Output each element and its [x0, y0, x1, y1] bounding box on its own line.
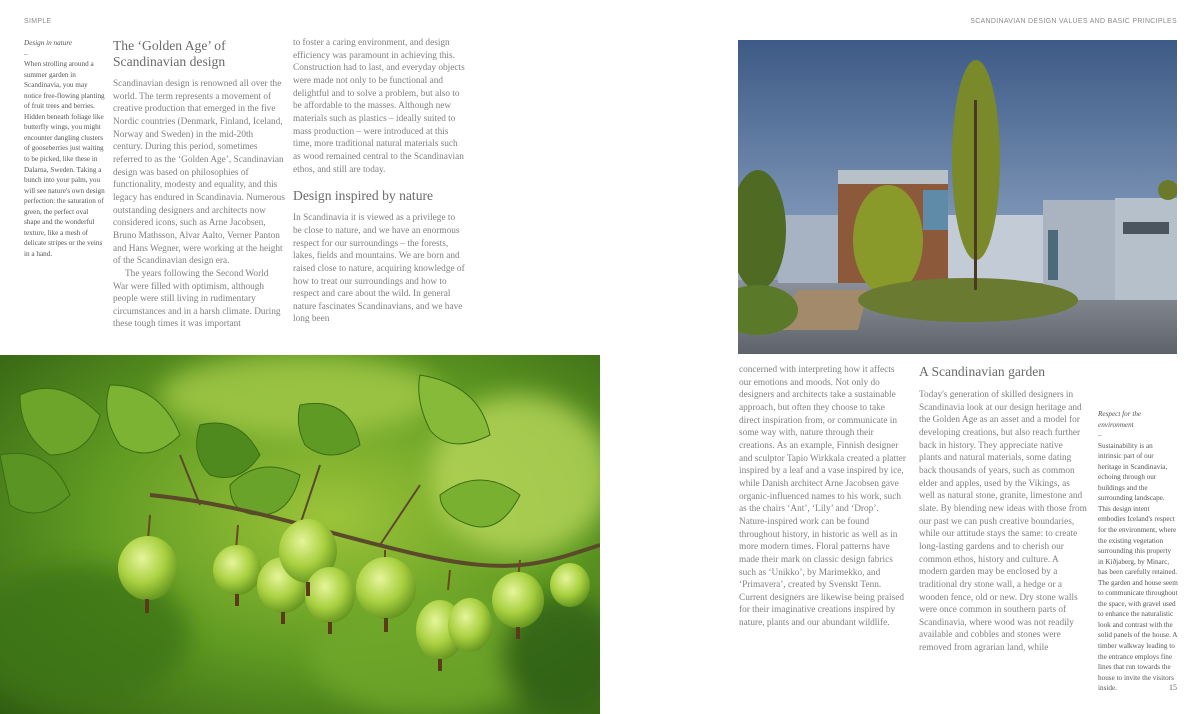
caption-text: When strolling around a summer garden in Scandinavia, you may notice free-flowing planting of fruit trees and berries. Hidden beneath foliage like butterfly wings, you might encounter dangling clusters of gooseberries just waiting to be picked, like these in Dalarna, Sweden. Taking a bunch into your palm, you will see nature's own design perfection: the saturation of green, the perfect oval shape and the wonderful texture, like a mesh of delicate stripes or the veins in a hand. — [24, 60, 105, 258]
column-1 — [113, 38, 285, 331]
body-text — [113, 78, 285, 331]
caption-respect-for-environment — [1098, 409, 1178, 694]
caption-title: Design in nature — [24, 39, 73, 47]
heading-design-inspired-by-nature: Design inspired by nature — [293, 188, 434, 204]
paragraph: The years following the Second World War were filled with optimism, although people were still living in rudimentary circumstances and in a harsh climate. During these tough times it was important — [113, 268, 281, 330]
gooseberry-image — [0, 355, 600, 714]
body-text — [293, 212, 465, 326]
house-garden-image — [738, 40, 1177, 354]
column-4 — [919, 364, 1087, 655]
paragraph: concerned with interpreting how it affects our emotions and moods. Not only do designers and architects take a sustainable approach, but often they choose to take direct inspiration from, or communicate in some way with, nature through their creations. As an example, Finnish designer and sculptor Tapio Wirkkala created a platter inspired by a leaf and a vase inspired by ice, while Danish architect Arne Jacobsen gave organic-influenced names to his work, such as the chairs ‘Ant’, ‘Lily’ and ‘Drop’. Nature-inspired work can be found throughout history, in historic as well as in more modern times. Floral patterns have made their mark on classic design fabrics such as ‘Unikko’, by Marimekko, and ‘Primavera’, created by Svenskt Tenn. Current designers are likewise being praised for their imaginative creations inspired by nature, plants and our abundant wildlife. — [739, 365, 906, 629]
caption-dash: – — [1098, 431, 1102, 440]
body-text — [739, 364, 907, 630]
caption-design-in-nature — [24, 38, 106, 259]
paragraph: Today's generation of skilled designers in Scandinavia look at our design heritage and the Golden Age as an asset and a model for developing creations, but also reach further back in history. They appreciate native plants and natural materials, some dating back thousands of years, such as common elder and apples, used by the Vikings, as well as natural stone, granite, limestone and slate. By blending new ideas with those from our past we can push creative boundaries, while our attitude stays the same: to create long-lasting gardens and to cherish our common ethos, history and culture. A modern garden may be enclosed by a traditional dry stone wall, a hedge or a wooden fence, old or new. Dry stone walls were once common in southern parts of Scandinavia, where wood was not readily available and cobbles and stones were removed from agrarian land, while — [919, 390, 1087, 654]
column-2 — [293, 37, 465, 326]
heading-golden-age: The ‘Golden Age’ of Scandinavian design — [113, 38, 226, 69]
running-head-left: SIMPLE — [24, 18, 52, 25]
caption-dash: – — [24, 49, 28, 58]
caption-text: Sustainability is an intrinsic part of our heritage in Scandinavia, echoing through our buildings and the surrounding landscape. This design intent embodies Iceland's respect for the environment, where the existing vegetation surrounding this property in Kiðjaberg, by Minarc, has been carefully retained. The garden and house seem to communicate throughout the space, with gravel used to enhance the naturalistic look and contrast with the solid panels of the house. A timber walkway leading to the entrance employs fine lines that run towards the house to invite the visitors inside. — [1098, 441, 1178, 693]
paragraph: Scandinavian design is renowned all over the world. The term represents a movement of creative production that emerged in the five Nordic countries (Denmark, Finland, Iceland, Norway and Sweden) in the mid-20th century. During this period, sometimes referred to as the ‘Golden Age’, Scandinavian design was based on philosophies of functionality, modesty and equality, and this legacy has endured in Scandinavia. Numerous outstanding designers and architects now considered icons, such as Arne Jacobsen, Bruno Mathsson, Alvar Aalto, Verner Panton and Hans Wegner, were working at the height of the Scandinavian design era. — [113, 79, 285, 267]
page-number: 15 — [1169, 683, 1177, 692]
column-3 — [739, 364, 907, 630]
caption-title: Respect for the environment — [1098, 410, 1142, 429]
heading-scandinavian-garden: A Scandinavian garden — [919, 364, 1046, 379]
gooseberry-photo — [0, 355, 600, 714]
paragraph: to foster a caring environment, and design efficiency was paramount in achieving this. Construction had to last, and everyday objects were made not only to be functional and delightful and to solve a problem, but also to be affordable to the masses. Although new materials such as plastics – ideally suited to mass production – were introduced at this time, more traditional natural materials such as wood remained central to the Scandinavian ethos, and still are today. — [293, 38, 465, 175]
body-text — [293, 37, 465, 176]
paragraph: In Scandinavia it is viewed as a privilege to be close to nature, and we have an enormous respect for our surroundings – the forests, lakes, fields and mountains. We are born and raised close to nature, acquiring knowledge of how to treat our surroundings and how to respect and care about the wild. In general nature fascinates Scandinavians, and we have long been — [293, 213, 465, 325]
body-text — [919, 389, 1087, 655]
house-garden-photo — [738, 40, 1177, 354]
running-head-right: SCANDINAVIAN DESIGN VALUES AND BASIC PRINCIPLES — [970, 18, 1177, 25]
